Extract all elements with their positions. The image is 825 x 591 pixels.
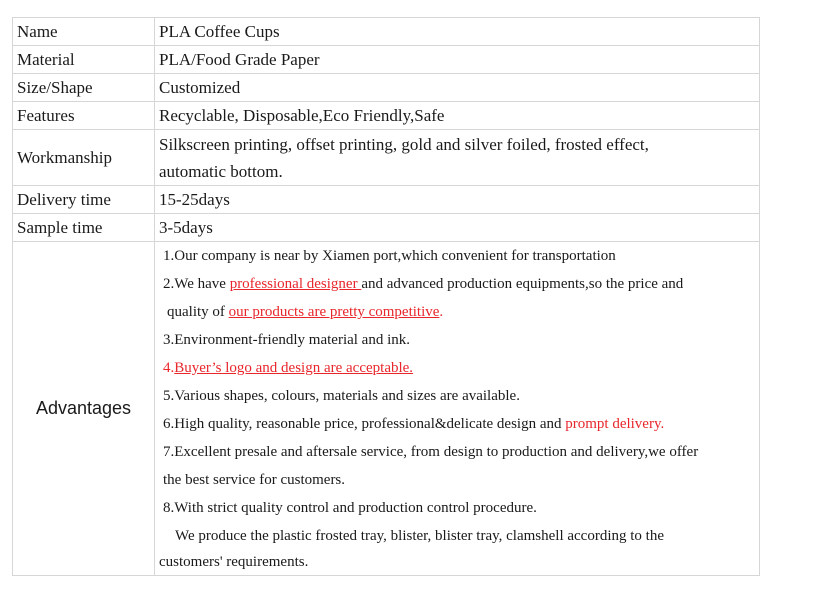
advantage-line-9: the best service for customers. xyxy=(163,472,346,488)
spec-value-features: Recyclable, Disposable,Eco Friendly,Safe xyxy=(155,102,760,130)
workmanship-line-1: Silkscreen printing, offset printing, gold and silver foiled, frosted effect, xyxy=(159,134,649,154)
spec-label-workmanship: Workmanship xyxy=(13,130,155,186)
spec-label-material: Material xyxy=(13,46,155,74)
workmanship-line-2: automatic bottom. xyxy=(159,161,283,181)
spec-row-material xyxy=(13,46,760,74)
advantage-line-6: 5.Various shapes, colours, materials and sizes are available. xyxy=(163,388,520,404)
advantage-line-7 xyxy=(159,410,755,438)
spec-value-delivery: 15-25days xyxy=(155,186,760,214)
spec-value-name: PLA Coffee Cups xyxy=(155,18,760,46)
advantage-line-8: 7.Excellent presale and aftersale service, from design to production and delivery,we offer xyxy=(163,444,699,460)
spec-label-advantages: Advantages xyxy=(13,242,155,576)
spec-value-advantages xyxy=(155,242,760,576)
advantage-line-11: We produce the plastic frosted tray, blister, blister tray, clamshell according to the xyxy=(175,528,664,544)
spec-row-workmanship xyxy=(13,130,760,186)
spec-label-sample: Sample time xyxy=(13,214,155,242)
highlight-delivery: prompt delivery. xyxy=(565,416,665,432)
advantage-text: . xyxy=(439,304,444,320)
advantage-text: 6.High quality, reasonable price, professional&delicate design and xyxy=(163,416,566,432)
highlight-competitive: our products are pretty competitive xyxy=(228,304,440,320)
spec-value-workmanship xyxy=(155,130,760,186)
advantage-line-4: 3.Environment-friendly material and ink. xyxy=(163,332,411,348)
advantage-text: 4. xyxy=(163,360,175,376)
highlight-designer: professional designer xyxy=(229,276,362,292)
spec-row-advantages xyxy=(13,242,760,576)
advantage-text: quality of xyxy=(167,304,229,320)
advantage-line-2 xyxy=(159,270,755,298)
spec-label-size: Size/Shape xyxy=(13,74,155,102)
product-spec-table xyxy=(12,17,760,576)
spec-value-sample: 3-5days xyxy=(155,214,760,242)
spec-row-size xyxy=(13,74,760,102)
spec-label-delivery: Delivery time xyxy=(13,186,155,214)
advantage-line-3 xyxy=(159,298,755,326)
spec-value-material: PLA/Food Grade Paper xyxy=(155,46,760,74)
advantage-line-10: 8.With strict quality control and production control procedure. xyxy=(163,500,537,516)
spec-row-name xyxy=(13,18,760,46)
advantage-text: 2.We have xyxy=(163,276,230,292)
highlight-logo: Buyer’s logo and design are acceptable. xyxy=(174,360,414,376)
spec-label-name: Name xyxy=(13,18,155,46)
spec-row-delivery xyxy=(13,186,760,214)
spec-value-size: Customized xyxy=(155,74,760,102)
advantage-line-12: customers' requirements. xyxy=(159,554,309,570)
spec-row-features xyxy=(13,102,760,130)
advantage-line-1: 1.Our company is near by Xiamen port,which convenient for transportation xyxy=(163,248,616,264)
advantage-text: and advanced production equipments,so the price and xyxy=(361,276,684,292)
spec-label-features: Features xyxy=(13,102,155,130)
spec-row-sample xyxy=(13,214,760,242)
advantage-line-5 xyxy=(159,354,755,382)
